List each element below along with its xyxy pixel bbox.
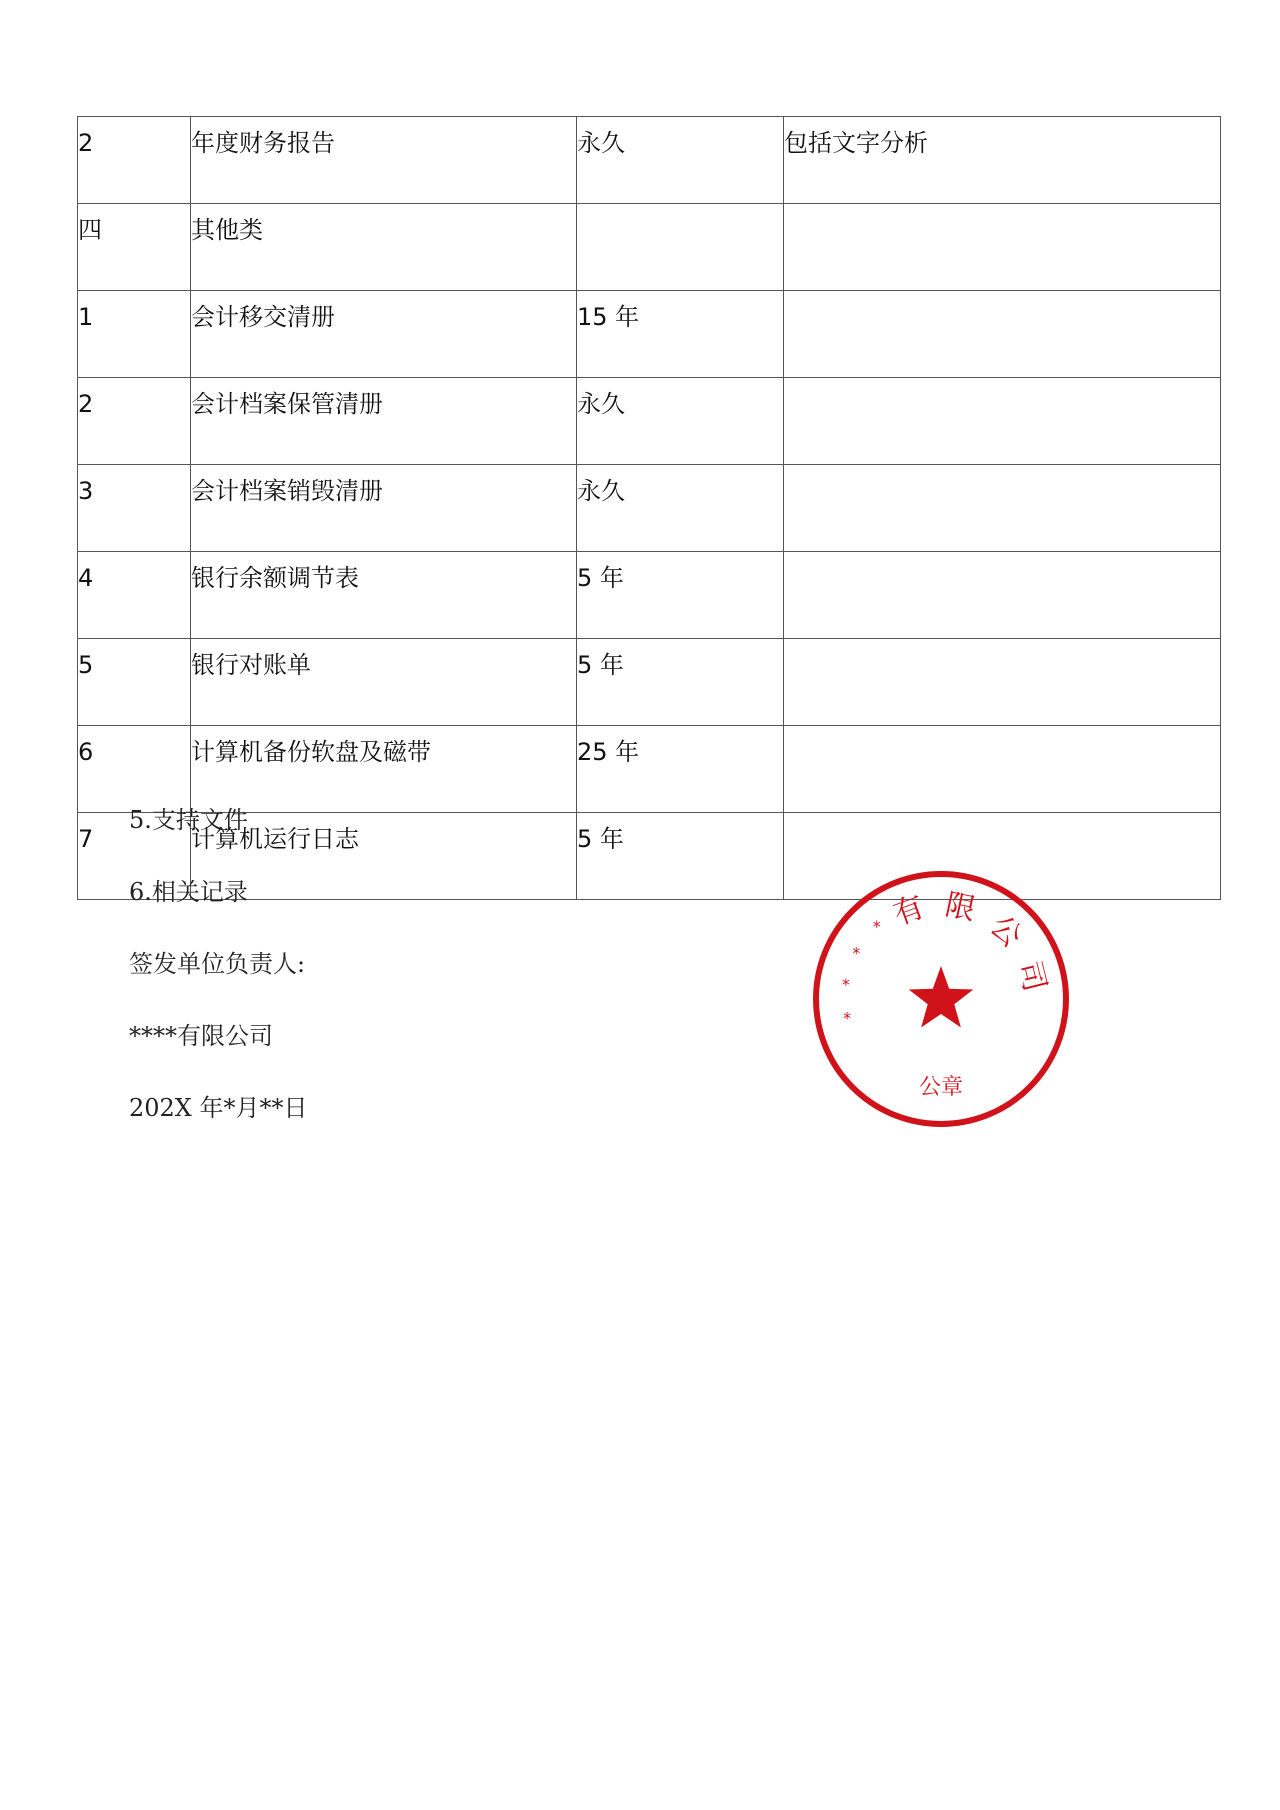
row-number: 3 xyxy=(78,465,191,552)
record-note xyxy=(784,378,1221,465)
row-number: 5 xyxy=(78,639,191,726)
retention-period: 永久 xyxy=(577,378,784,465)
company-seal-stamp xyxy=(808,866,1074,1132)
seal-ring-text xyxy=(889,887,1052,995)
record-name: 年度财务报告 xyxy=(191,117,577,204)
seal-star-mark: * xyxy=(852,943,861,963)
record-name: 计算机运行日志 xyxy=(191,813,577,900)
row-number: 2 xyxy=(78,378,191,465)
row-number: 1 xyxy=(78,291,191,378)
record-name: 会计档案保管清册 xyxy=(191,378,577,465)
table-row xyxy=(78,465,1221,552)
seal-ring-char: 司 xyxy=(1011,957,1053,996)
seal-bottom-text: 公章 xyxy=(918,1075,964,1100)
record-name: 计算机备份软盘及磁带 xyxy=(191,726,577,813)
table-row xyxy=(78,378,1221,465)
retention-period-table xyxy=(77,116,1221,900)
record-note xyxy=(784,552,1221,639)
table-row xyxy=(78,204,1221,291)
related-records-heading: 6.相关记录 xyxy=(129,878,248,906)
seal-ring-char: 公 xyxy=(982,908,1029,955)
issuer-label: 签发单位负责人: xyxy=(129,950,306,978)
table-row xyxy=(78,291,1221,378)
seal-star-mark: * xyxy=(843,1008,852,1028)
record-note xyxy=(784,726,1221,813)
record-name: 会计移交清册 xyxy=(191,291,577,378)
retention-period: 永久 xyxy=(577,117,784,204)
record-note: 包括文字分析 xyxy=(784,117,1221,204)
row-number: 4 xyxy=(78,552,191,639)
row-number: 7 xyxy=(78,813,191,900)
seal-star-marks xyxy=(842,917,881,1027)
table-row xyxy=(78,639,1221,726)
record-name: 会计档案销毁清册 xyxy=(191,465,577,552)
record-name: 银行余额调节表 xyxy=(191,552,577,639)
retention-period: 25 年 xyxy=(577,726,784,813)
retention-period: 15 年 xyxy=(577,291,784,378)
star-icon xyxy=(909,966,974,1028)
retention-period xyxy=(577,204,784,291)
seal-ring-char: 有 xyxy=(888,889,930,933)
support-docs-heading: 5.支持文件 xyxy=(129,806,248,834)
retention-period: 5 年 xyxy=(577,813,784,900)
record-note xyxy=(784,291,1221,378)
row-number: 2 xyxy=(78,117,191,204)
issue-date: 202X 年*月**日 xyxy=(129,1094,308,1122)
retention-period: 永久 xyxy=(577,465,784,552)
record-name: 其他类 xyxy=(191,204,577,291)
record-note xyxy=(784,204,1221,291)
company-name: ****有限公司 xyxy=(129,1022,273,1050)
seal-star-mark: * xyxy=(872,917,881,937)
table-row xyxy=(78,117,1221,204)
record-note xyxy=(784,639,1221,726)
table-row xyxy=(78,552,1221,639)
table-row xyxy=(78,726,1221,813)
row-number: 四 xyxy=(78,204,191,291)
seal-ring-char: 限 xyxy=(942,887,979,928)
retention-period: 5 年 xyxy=(577,639,784,726)
record-note xyxy=(784,465,1221,552)
seal-star-mark: * xyxy=(841,975,850,995)
row-number: 6 xyxy=(78,726,191,813)
retention-period: 5 年 xyxy=(577,552,784,639)
record-name: 银行对账单 xyxy=(191,639,577,726)
